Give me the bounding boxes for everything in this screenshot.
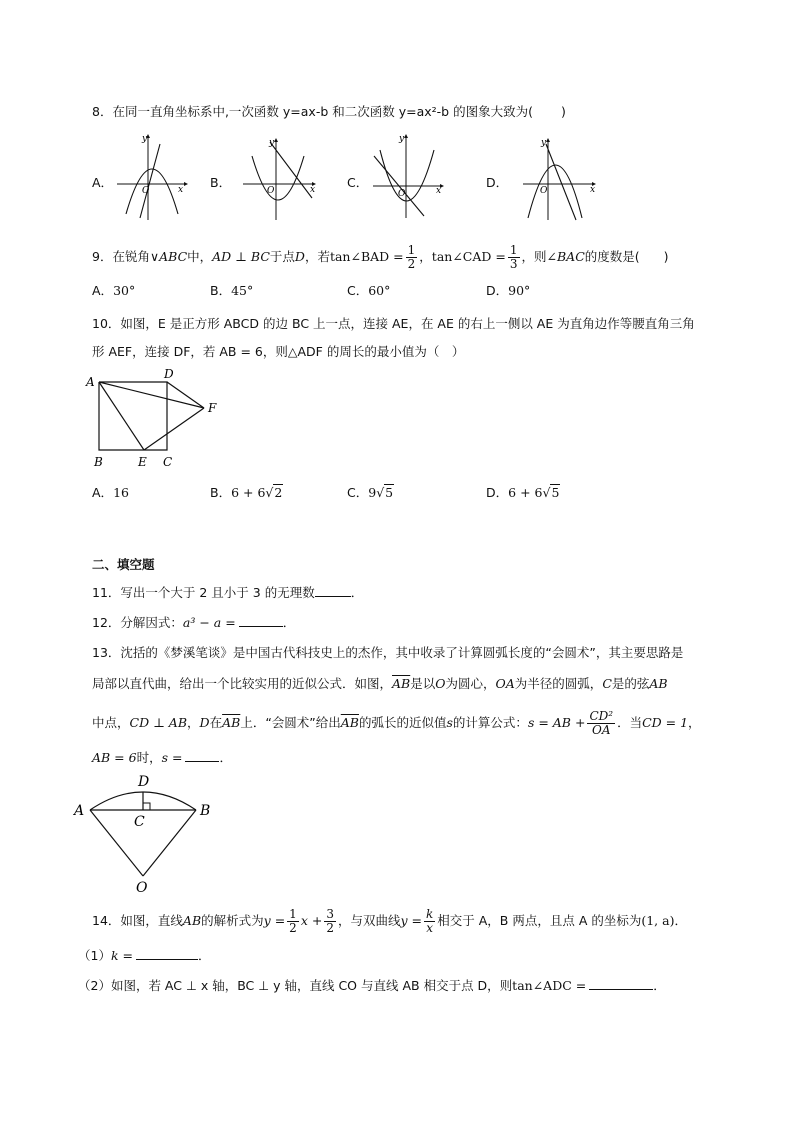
q9-text-1: 在锐角 (112, 249, 150, 264)
q9-option-c (347, 281, 390, 299)
q10-option-d (486, 483, 560, 501)
q13-o: O (435, 676, 446, 691)
q14-number: 14． (92, 913, 121, 928)
q9-text-3: 于点 (269, 249, 295, 264)
q9-option-b (210, 281, 253, 299)
q13-c: C (602, 676, 612, 691)
q13-text-2b: 是以 (410, 676, 436, 691)
q10-option-c-pre: 9 (368, 485, 377, 500)
q12-answer-blank[interactable] (239, 613, 283, 627)
q13-text-3b: ， (187, 715, 200, 730)
q11-answer-blank[interactable] (315, 583, 351, 597)
q8-graph-a (112, 132, 192, 222)
q13-line-4 (92, 748, 232, 767)
q8-stem (92, 103, 566, 121)
q13-number: 13． (92, 645, 121, 660)
q14-part-1-answer-blank[interactable] (136, 946, 198, 960)
q13-arc-ab-2: $\overline{AB}$ (222, 715, 241, 730)
q13-cd-value: CD = 1 (642, 715, 689, 730)
q10-option-d-radicand: 5 (551, 485, 560, 500)
q10-option-c (347, 483, 394, 501)
q13-arc-ab: $\overline{AB}$ (392, 676, 411, 691)
q13-text-2a: 局部以直代曲，给出一个比较实用的近似公式．如图， (92, 676, 393, 691)
q13-answer-blank[interactable] (185, 748, 219, 762)
q13-ab: AB (649, 676, 668, 691)
q12-number: 12． (92, 615, 121, 630)
q9-text-4: ，若 (304, 249, 330, 264)
q13-text-4b: 时， (136, 750, 162, 765)
q14-text-2: 的解析式为 (201, 913, 264, 928)
q9-option-a-label: A． (92, 283, 114, 298)
q9-f2-num: 1 (509, 243, 518, 257)
q13-figure (70, 770, 220, 895)
q13-s-eq: s = (161, 750, 183, 765)
q14-fraction-3 (424, 908, 435, 935)
q8b-x-label: x (310, 185, 316, 195)
q8d-x-label: x (590, 185, 596, 195)
q9-f1-den: 2 (407, 257, 416, 271)
q13-text-3d: 上．“会圆术”给出 (240, 715, 341, 730)
q10-option-b-pre: 6 + 6 (231, 485, 266, 500)
q13-s: s (446, 715, 453, 730)
q13-text-3f: 的计算公式： (452, 715, 528, 730)
q8-option-d-label: D． (486, 175, 509, 190)
q9-tan-bad: tan∠BAD = (329, 249, 404, 264)
q13-condition: CD ⊥ AB (129, 715, 188, 730)
q8-number: 8． (92, 104, 113, 119)
section-title-fill-in: 二、填空题 (92, 557, 155, 572)
q13-line-2 (92, 675, 668, 693)
q12-text: 分解因式： (120, 615, 183, 630)
q9-number: 9． (92, 249, 113, 264)
q13-line-3 (92, 710, 701, 737)
q10-option-a (92, 483, 129, 501)
q12-end: ． (282, 615, 296, 630)
q14-f3-num: k (425, 907, 434, 921)
q9-paren: ) (663, 249, 669, 264)
q11-stem (92, 583, 363, 602)
q13-text-3e: 的弧长的近似值 (358, 715, 447, 730)
q14-part-2-expr: tan∠ADC = (512, 978, 587, 993)
q9-triangle: ∨ABC (149, 249, 188, 264)
q9-option-d-value: 90° (508, 283, 531, 298)
q10-label-e: E (138, 455, 147, 469)
sqrt-icon: √5 (542, 485, 560, 500)
q10-label-b: B (94, 455, 103, 469)
q13-label-b: B (200, 803, 211, 819)
q13-f-num: CD² (589, 709, 614, 723)
q14-f1-den: 2 (289, 921, 297, 935)
q13-label-c: C (134, 814, 145, 830)
q13-text-3c: 在 (209, 715, 223, 730)
q11-number: 11． (92, 585, 121, 600)
q12-stem (92, 613, 295, 632)
q8-graph-b (238, 132, 322, 222)
q8d-y-label: y (541, 138, 547, 148)
q13-label-d: D (138, 774, 150, 790)
q9-f2-den: 3 (509, 257, 518, 271)
q14-part-2-label: （2） (78, 978, 111, 993)
q9-option-d-label: D． (486, 283, 509, 298)
q14-f1-num: 1 (289, 907, 297, 921)
q14-part-2 (78, 976, 666, 995)
q14-text-4: 相交于 A，B 两点，且点 A 的坐标为 (437, 913, 642, 928)
q10-option-b-radicand: 2 (274, 485, 283, 500)
q10-number: 10． (92, 316, 121, 331)
q13-end: ． (219, 750, 232, 765)
q10-option-a-label: A． (92, 485, 114, 500)
q14-f2-den: 2 (326, 921, 334, 935)
q14-part-2-answer-blank[interactable] (589, 976, 653, 990)
q14-eq-lhs: y = (263, 913, 286, 928)
q14-f3-den: x (426, 921, 434, 935)
q10-figure (86, 368, 226, 470)
q14-text-1: 如图，直线 (120, 913, 183, 928)
q14-part-1 (78, 946, 211, 965)
q10-option-d-label: D． (486, 485, 509, 500)
q8-option-a-label: A． (92, 175, 114, 190)
q14-fraction-2 (324, 908, 336, 935)
q8-option-b-label: B． (210, 175, 232, 190)
q9-stem (92, 244, 669, 271)
q14-text-3: ，与双曲线 (337, 913, 401, 928)
q14-part-2-text: 如图，若 AC ⊥ x 轴，BC ⊥ y 轴，直线 CO 与直线 AB 相交于点 D，则 (110, 978, 513, 993)
q11-text: 写出一个大于 2 且小于 3 的无理数 (120, 585, 315, 600)
q8-graph-d (518, 132, 602, 222)
q9-text-5: ， (419, 249, 432, 264)
q13-formula-lhs: s = AB + (527, 715, 586, 730)
q8-text: 在同一直角坐标系中,一次函数 y=ax-b 和二次函数 y=ax²-b 的图象大致为( (112, 104, 533, 119)
q14-part-2-end: ． (653, 978, 666, 993)
q9-option-a (92, 281, 135, 299)
q14-part-1-text: k = (110, 948, 133, 963)
q8-paren: ) (560, 104, 566, 119)
q14-fraction-1 (287, 908, 299, 935)
q9-tan-cad: tan∠CAD = (431, 249, 506, 264)
q13-text-3a: 中点， (92, 715, 130, 730)
q13-f-den: OA (591, 723, 611, 737)
q9-point: D (294, 249, 305, 264)
q10-option-b (210, 483, 283, 501)
q10-line-2: 形 AEF，连接 DF，若 AB = 6，则△ADF 的周长的最小值为（ ） (92, 344, 465, 359)
q8c-x-label: x (436, 186, 442, 196)
q13-text-3g: ．当 (617, 715, 643, 730)
q14-end: ． (674, 913, 687, 928)
q8a-y-label: y (142, 134, 148, 144)
q10-label-c: C (163, 455, 173, 469)
sqrt-icon: √2 (265, 485, 283, 500)
q10-label-d: D (164, 367, 174, 381)
q8c-y-label: y (399, 134, 405, 144)
q8-option-c-label: C． (347, 175, 369, 190)
q13-label-o: O (136, 880, 148, 896)
q13-formula-fraction (587, 710, 615, 737)
q10-label-f: F (208, 401, 217, 415)
q14-hyp-lhs: y = (400, 913, 422, 928)
q9-fraction-1 (406, 244, 418, 271)
q8b-origin: O (267, 186, 275, 196)
q9-condition: AD ⊥ BC (212, 249, 270, 264)
q9-option-d (486, 281, 530, 299)
q13-text-2e: 是的弦 (611, 676, 650, 691)
q10-option-b-label: B． (210, 485, 232, 500)
q13-line-1 (92, 644, 683, 662)
q9-option-c-label: C． (347, 283, 369, 298)
q9-f1-num: 1 (407, 243, 416, 257)
q13-ab-value: AB = 6 (92, 750, 137, 765)
q14-f2-num: 3 (326, 907, 334, 921)
q9-angle: ∠BAC (546, 249, 585, 264)
sqrt-icon: √5 (376, 485, 394, 500)
q13-text-2d: 为半径的圆弧， (514, 676, 603, 691)
q14-stem (92, 908, 687, 935)
q13-d: D (199, 715, 210, 730)
q10-label-a: A (86, 375, 95, 389)
q14-part-1-label: （1） (78, 948, 111, 963)
q9-option-b-label: B． (210, 283, 232, 298)
q9-text-6: ，则 (521, 249, 547, 264)
q13-label-a: A (74, 803, 85, 819)
q10-line-1 (92, 315, 695, 333)
q9-option-b-value: 45° (231, 283, 254, 298)
q13-text-1: 沈括的《梦溪笔谈》是中国古代科技史上的杰作，其中收录了计算圆弧长度的“会圆术”，其主要思路是 (120, 645, 684, 660)
q8d-origin: O (540, 186, 548, 196)
q10-option-a-value: 16 (113, 485, 129, 500)
q13-text-2c: 为圆心， (445, 676, 496, 691)
q10-option-c-label: C． (347, 485, 369, 500)
q14-ab: AB (182, 913, 202, 928)
q8c-origin: O (398, 189, 406, 199)
q13-arc-ab-3: $\overline{AB}$ (340, 715, 359, 730)
q14-part-1-end: ． (197, 948, 211, 963)
q11-end: ． (350, 585, 364, 600)
q9-text-2: 中， (187, 249, 213, 264)
q8a-origin: O (142, 186, 150, 196)
q10-option-c-radicand: 5 (385, 485, 394, 500)
q13-oa: OA (495, 676, 515, 691)
q10-text-1: 如图，E 是正方形 ABCD 的边 BC 上一点，连接 AE，在 AE 的右上一侧以 AE 为直角边作等腰直角三角 (120, 316, 695, 331)
q14-mid: x + (300, 913, 323, 928)
q8b-y-label: y (269, 138, 275, 148)
q12-expression: a³ − a = (182, 615, 236, 630)
q9-option-a-value: 30° (113, 283, 136, 298)
q8-graph-c (368, 132, 452, 222)
q9-fraction-2 (508, 244, 520, 271)
q14-coord: (1, a) (641, 913, 675, 928)
q13-text-3h: ， (688, 715, 701, 730)
q9-text-7: 的度数是( (584, 249, 640, 264)
q8a-x-label: x (178, 185, 184, 195)
q10-option-d-pre: 6 + 6 (508, 485, 543, 500)
q9-option-c-value: 60° (368, 283, 391, 298)
